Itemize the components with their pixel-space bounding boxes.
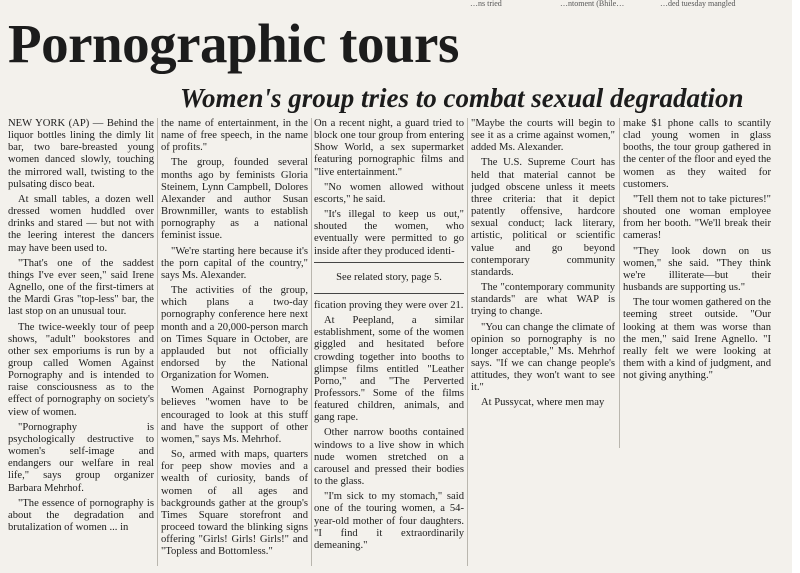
article-column-2	[161, 118, 308, 566]
paragraph: The "contemporary community standards" are what WAP is trying to change.	[471, 282, 615, 318]
paragraph: "You can change the climate of opinion so pornography is no longer acceptable," Ms. Mehrhof says. "If we can change people's attitudes, they won't want to see it."	[471, 321, 615, 394]
paragraph: On a recent night, a guard tried to block one tour group from entering Show World, a sex supermarket featuring pornographic films and "live entertainment."	[314, 118, 464, 178]
paragraph: "Pornography is psychologically destructive to women's self-image and endangers our welfare in real life," says group organizer Barbara Mehrhof.	[8, 421, 154, 494]
paragraph: At Peepland, a similar establishment, some of the women giggled and hesitated before crowding together into booths to glimpse films entitled "Leather Porno," and "The Perverted Professors." Some of the films featured children, animals, and gang rape.	[314, 315, 464, 424]
paragraph: Women Against Pornography believes "women have to be encouraged to look at this stuff and have the support of other women," says Ms. Mehrhof.	[161, 385, 308, 445]
top-fragment: …ns tried	[470, 0, 502, 8]
paragraph: The group, founded several months ago by feminists Gloria Steinem, Lynn Campbell, Dolores Alexander and author Susan Brownmiller, wants to establish pornography as a national feminist issue.	[161, 157, 308, 242]
article-column-5	[623, 118, 771, 448]
paragraph: At small tables, a dozen well dressed women huddled over drinks and stared — but not with the leering interest the dancers may have been used to.	[8, 193, 154, 254]
paragraph: The tour women gathered on the teeming street outside. "Our looking at them was worse than the men," said Irene Agnello. "I really felt we were looking at them with a kind of judgment, and not giving anything."	[623, 297, 771, 382]
paragraph: "We're starting here because it's the porn capital of the country," says Ms. Alexander.	[161, 245, 308, 281]
column-rule	[311, 118, 312, 566]
paragraph: NEW YORK (AP) — Behind the liquor bottles lining the dimly lit bar, two bare-breasted young women danced slowly, touching the mirrored wall, twisting to the pulsating disco beat.	[8, 118, 154, 190]
see-related-link[interactable]: See related story, page 5.	[336, 271, 442, 283]
paragraph: The activities of the group, which plans a two-day pornography conference here next month and a 20,000-person march on Times Square in October, are applauded but not officially endorsed by the National Organization for Women.	[161, 285, 308, 382]
paragraph: "Maybe the courts will begin to see it as a crime against women," added Ms. Alexander.	[471, 118, 615, 154]
article-column-3	[314, 118, 464, 566]
paragraph: make $1 phone calls to scantily clad young women in glass booths, the tour group gathered in the center of the floor and eyed the women as they waited for customers.	[623, 118, 771, 190]
paragraph: "No women allowed without escorts," he said.	[314, 181, 464, 205]
article-column-4	[471, 118, 615, 448]
paragraph: The U.S. Supreme Court has held that material cannot be judged obscene unless it meets three criteria: that it depict patently offensive, hardcore sexual conduct; lack literary, artistic, political or scientific value and go beyond contemporary community standards.	[471, 157, 615, 278]
subheadline: Women's group tries to combat sexual degradation	[180, 83, 744, 113]
paragraph: "Tell them not to take pictures!" shouted one woman employee from her booth. "We'll break their cameras!	[623, 193, 771, 242]
see-related-box	[314, 262, 464, 294]
top-fragment: …ded tuesday mangled	[660, 0, 736, 8]
scan-margin	[792, 0, 800, 573]
paragraph: "I'm sick to my stomach," said one of the touring women, a 54-year-old mother of four daughters. "I find it extraordinarily demeaning."	[314, 491, 464, 551]
column-rule	[467, 118, 468, 566]
paragraph: "The essence of pornography is about the degradation and brutalization of women ... in	[8, 497, 154, 533]
top-fragment: …ntoment (Bhile…	[560, 0, 625, 8]
paragraph: "It's illegal to keep us out," shouted the women, who eventually were permitted to go inside after they produced identi-	[314, 209, 464, 257]
paragraph: "That's one of the saddest things I've ever seen," said Irene Agnello, one of the first-timers at the Mardi Gras "top-less" bar, the last stop on an unusual tour.	[8, 257, 154, 318]
column-rule	[157, 118, 158, 566]
paragraph: So, armed with maps, quarters for peep show movies and a wealth of curiosity, bands of women of all ages and backgrounds gather at the group's Times Square storefront and proceed toward the blinking signs offering "Girls! Girls! Girls!" and "Topless and Bottomless."	[161, 449, 308, 558]
paragraph: The twice-weekly tour of peep shows, "adult" bookstores and other sex emporiums is run by a group called Women Against Pornography and is intended to raise consciousness as to the effect of pornography on society's view of women.	[8, 321, 154, 418]
paragraph: "They look down on us women," she said. "They think we're illiterate—but their husbands are supporting us."	[623, 245, 771, 294]
paragraph: the name of entertainment, in the name of free speech, in the name of profits."	[161, 118, 308, 154]
column-rule	[619, 118, 620, 448]
article-column-1	[8, 118, 154, 566]
headline: Pornographic tours	[8, 13, 459, 74]
paragraph: fication proving they were over 21.	[314, 299, 464, 311]
paragraph: At Pussycat, where men may	[481, 397, 605, 409]
paragraph: Other narrow booths contained windows to a live show in which nude women stretched on a carousel and pressed their bodies to the glass.	[314, 427, 464, 488]
cut-off-top-text	[0, 0, 800, 8]
